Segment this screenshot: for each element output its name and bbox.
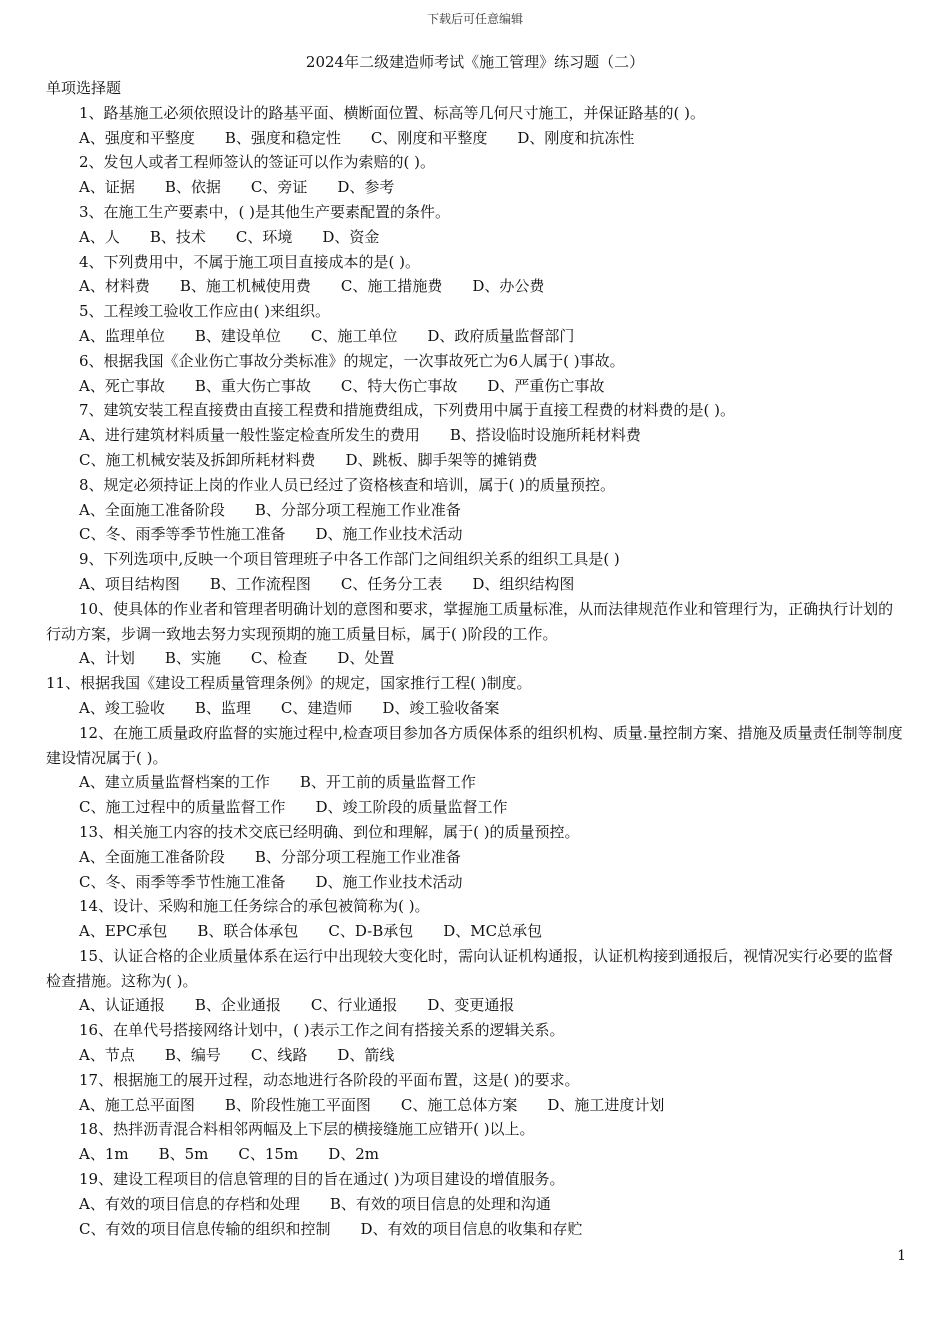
answer-option: D、MC总承包 bbox=[443, 922, 543, 941]
question-text: 4、下列费用中，不属于施工项目直接成本的是( )。 bbox=[79, 252, 421, 271]
answer-option: C、冬、雨季等季节性施工准备 bbox=[79, 525, 286, 544]
question-text: 12、在施工质量政府监督的实施过程中,检查项目参加各方质保体系的组织机构、质量.量控制方案、措施及质量责任制等制度建设情况属于( )。 bbox=[46, 723, 903, 767]
question-text: 3、在施工生产要素中，( )是其他生产要素配置的条件。 bbox=[79, 202, 451, 221]
answer-option: A、强度和平整度 bbox=[79, 128, 195, 147]
answer-option: D、刚度和抗冻性 bbox=[517, 128, 635, 147]
answer-option: D、2m bbox=[328, 1145, 379, 1164]
question-text: 7、建筑安装工程直接费由直接工程费和措施费组成，下列费用中属于直接工程费的材料费的是( )。 bbox=[79, 401, 736, 420]
answer-option: C、旁证 bbox=[250, 178, 308, 197]
answer-option: A、项目结构图 bbox=[79, 574, 180, 593]
option-row bbox=[46, 274, 908, 299]
option-row bbox=[46, 572, 908, 597]
answer-option: A、有效的项目信息的存档和处理 bbox=[79, 1194, 300, 1213]
answer-option: C、特大伤亡事故 bbox=[340, 376, 458, 395]
answer-option: C、施工措施费 bbox=[340, 277, 443, 296]
question-text: 16、在单代号搭接网络计划中，( )表示工作之间有搭接关系的逻辑关系。 bbox=[79, 1021, 565, 1040]
answer-option: C、有效的项目信息传输的组织和控制 bbox=[79, 1219, 331, 1238]
answer-option: B、技术 bbox=[149, 227, 206, 246]
section-heading: 单项选择题 bbox=[46, 79, 122, 97]
answer-option: D、施工进度计划 bbox=[547, 1095, 665, 1114]
answer-option: C、施工机械安装及拆卸所耗材料费 bbox=[79, 450, 316, 469]
answer-option: B、5m bbox=[158, 1145, 209, 1164]
option-row bbox=[46, 1093, 908, 1118]
answer-option: D、政府质量监督部门 bbox=[427, 326, 575, 345]
answer-option: C、行业通报 bbox=[310, 996, 398, 1015]
option-row bbox=[46, 1192, 908, 1217]
answer-option: C、环境 bbox=[235, 227, 293, 246]
option-row bbox=[46, 1043, 908, 1068]
answer-option: D、资金 bbox=[322, 227, 380, 246]
answer-option: B、分部分项工程施工作业准备 bbox=[254, 847, 461, 866]
question-text: 19、建设工程项目的信息管理的目的旨在通过( )为项目建设的增值服务。 bbox=[79, 1170, 565, 1189]
question-text: 9、下列选项中,反映一个项目管理班子中各工作部门之间组织关系的组织工具是( ) bbox=[79, 550, 620, 569]
option-row bbox=[46, 845, 908, 870]
answer-option: C、施工过程中的质量监督工作 bbox=[79, 798, 286, 817]
answer-option: A、监理单位 bbox=[79, 326, 165, 345]
option-row bbox=[46, 1217, 908, 1242]
answer-option: B、工作流程图 bbox=[209, 574, 311, 593]
answer-option: D、跳板、脚手架等的摊销费 bbox=[345, 450, 538, 469]
answer-option: D、有效的项目信息的收集和存贮 bbox=[360, 1219, 583, 1238]
question-text: 10、使具体的作业者和管理者明确计划的意图和要求，掌握施工质量标准，从而法律规范作业和管理行为，正确执行计划的行动方案，步调一致地去努力实现预期的施工质量目标，属于( )阶段的工作。 bbox=[46, 599, 894, 643]
answer-option: C、施工总体方案 bbox=[400, 1095, 518, 1114]
answer-option: B、企业通报 bbox=[194, 996, 281, 1015]
answer-option: A、计划 bbox=[79, 649, 135, 668]
document-title: 2024年二级建造师考试《施工管理》练习题（二） bbox=[305, 53, 645, 71]
answer-option: D、施工作业技术活动 bbox=[315, 872, 463, 891]
answer-option: C、线路 bbox=[250, 1046, 308, 1065]
answer-option: B、建设单位 bbox=[194, 326, 281, 345]
option-row bbox=[46, 696, 908, 721]
option-row bbox=[46, 324, 908, 349]
question-text: 1、路基施工必须依照设计的路基平面、横断面位置、标高等几何尺寸施工，并保证路基的( )。 bbox=[79, 103, 706, 122]
answer-option: D、施工作业技术活动 bbox=[315, 525, 463, 544]
answer-option: D、变更通报 bbox=[427, 996, 515, 1015]
question-text: 18、热拌沥青混合料相邻两幅及上下层的横接缝施工应错开( )以上。 bbox=[79, 1120, 535, 1139]
option-row bbox=[46, 448, 908, 473]
question-text: 6、根据我国《企业伤亡事故分类标准》的规定，一次事故死亡为6人属于( )事故。 bbox=[79, 351, 625, 370]
question-list bbox=[46, 76, 908, 1241]
page-number: 1 bbox=[897, 1248, 906, 1264]
answer-option: A、施工总平面图 bbox=[79, 1095, 195, 1114]
question-text: 5、工程竣工验收工作应由( )来组织。 bbox=[79, 302, 331, 321]
answer-option: D、严重伤亡事故 bbox=[487, 376, 605, 395]
answer-option: A、1m bbox=[79, 1145, 129, 1164]
answer-option: C、任务分工表 bbox=[340, 574, 443, 593]
answer-option: B、强度和稳定性 bbox=[224, 128, 341, 147]
question-text: 2、发包人或者工程师签认的签证可以作为索赔的( )。 bbox=[79, 153, 436, 172]
answer-option: B、阶段性施工平面图 bbox=[224, 1095, 371, 1114]
option-row bbox=[46, 795, 908, 820]
answer-option: A、全面施工准备阶段 bbox=[79, 500, 225, 519]
answer-option: C、检查 bbox=[250, 649, 308, 668]
option-row bbox=[46, 870, 908, 895]
option-row bbox=[46, 126, 908, 151]
answer-option: B、编号 bbox=[164, 1046, 221, 1065]
answer-option: C、刚度和平整度 bbox=[370, 128, 488, 147]
answer-option: B、搭设临时设施所耗材料费 bbox=[449, 426, 641, 445]
answer-option: D、办公费 bbox=[472, 277, 545, 296]
answer-option: A、进行建筑材料质量一般性鉴定检查所发生的费用 bbox=[79, 426, 420, 445]
answer-option: B、开工前的质量监督工作 bbox=[299, 773, 476, 792]
question-text: 17、根据施工的展开过程，动态地进行各阶段的平面布置，这是( )的要求。 bbox=[79, 1070, 580, 1089]
option-row bbox=[46, 993, 908, 1018]
header-note: 下载后可任意编辑 bbox=[426, 12, 523, 26]
question-text: 13、相关施工内容的技术交底已经明确、到位和理解，属于( )的质量预控。 bbox=[79, 822, 580, 841]
answer-option: B、重大伤亡事故 bbox=[194, 376, 311, 395]
answer-option: A、EPC承包 bbox=[79, 922, 168, 941]
answer-option: A、建立质量监督档案的工作 bbox=[79, 773, 270, 792]
answer-option: A、认证通报 bbox=[79, 996, 165, 1015]
answer-option: D、箭线 bbox=[337, 1046, 395, 1065]
answer-option: B、施工机械使用费 bbox=[179, 277, 311, 296]
answer-option: B、监理 bbox=[194, 698, 251, 717]
answer-option: C、建造师 bbox=[280, 698, 353, 717]
answer-option: A、证据 bbox=[79, 178, 135, 197]
answer-option: A、材料费 bbox=[79, 277, 150, 296]
answer-option: C、15m bbox=[238, 1145, 299, 1164]
option-row bbox=[46, 423, 908, 448]
answer-option: C、施工单位 bbox=[310, 326, 398, 345]
answer-option: C、冬、雨季等季节性施工准备 bbox=[79, 872, 286, 891]
question-text: 15、认证合格的企业质量体系在运行中出现较大变化时，需向认证机构通报，认证机构接到通报后，视情况实行必要的监督检查措施。这称为( )。 bbox=[46, 946, 894, 990]
option-row bbox=[46, 374, 908, 399]
option-row bbox=[46, 770, 908, 795]
answer-option: C、D-B承包 bbox=[328, 922, 414, 941]
question-text: 11、根据我国《建设工程质量管理条例》的规定，国家推行工程( )制度。 bbox=[46, 674, 532, 693]
answer-option: B、分部分项工程施工作业准备 bbox=[254, 500, 461, 519]
answer-option: D、处置 bbox=[337, 649, 395, 668]
answer-option: D、组织结构图 bbox=[472, 574, 575, 593]
option-row bbox=[46, 522, 908, 547]
answer-option: B、联合体承包 bbox=[197, 922, 299, 941]
answer-option: B、有效的项目信息的处理和沟通 bbox=[329, 1194, 551, 1213]
answer-option: D、竣工阶段的质量监督工作 bbox=[315, 798, 508, 817]
answer-option: D、竣工验收备案 bbox=[382, 698, 500, 717]
option-row bbox=[46, 498, 908, 523]
option-row bbox=[46, 646, 908, 671]
answer-option: A、人 bbox=[79, 227, 120, 246]
answer-option: A、死亡事故 bbox=[79, 376, 165, 395]
answer-option: B、依据 bbox=[164, 178, 221, 197]
option-row bbox=[46, 225, 908, 250]
option-row bbox=[46, 919, 908, 944]
option-row bbox=[46, 175, 908, 200]
question-text: 14、设计、采购和施工任务综合的承包被简称为( )。 bbox=[79, 897, 430, 916]
question-text: 8、规定必须持证上岗的作业人员已经过了资格核查和培训，属于( )的质量预控。 bbox=[79, 475, 616, 494]
answer-option: D、参考 bbox=[337, 178, 395, 197]
answer-option: B、实施 bbox=[164, 649, 221, 668]
answer-option: A、竣工验收 bbox=[79, 698, 165, 717]
option-row bbox=[46, 1142, 908, 1167]
answer-option: A、全面施工准备阶段 bbox=[79, 847, 225, 866]
answer-option: A、节点 bbox=[79, 1046, 135, 1065]
